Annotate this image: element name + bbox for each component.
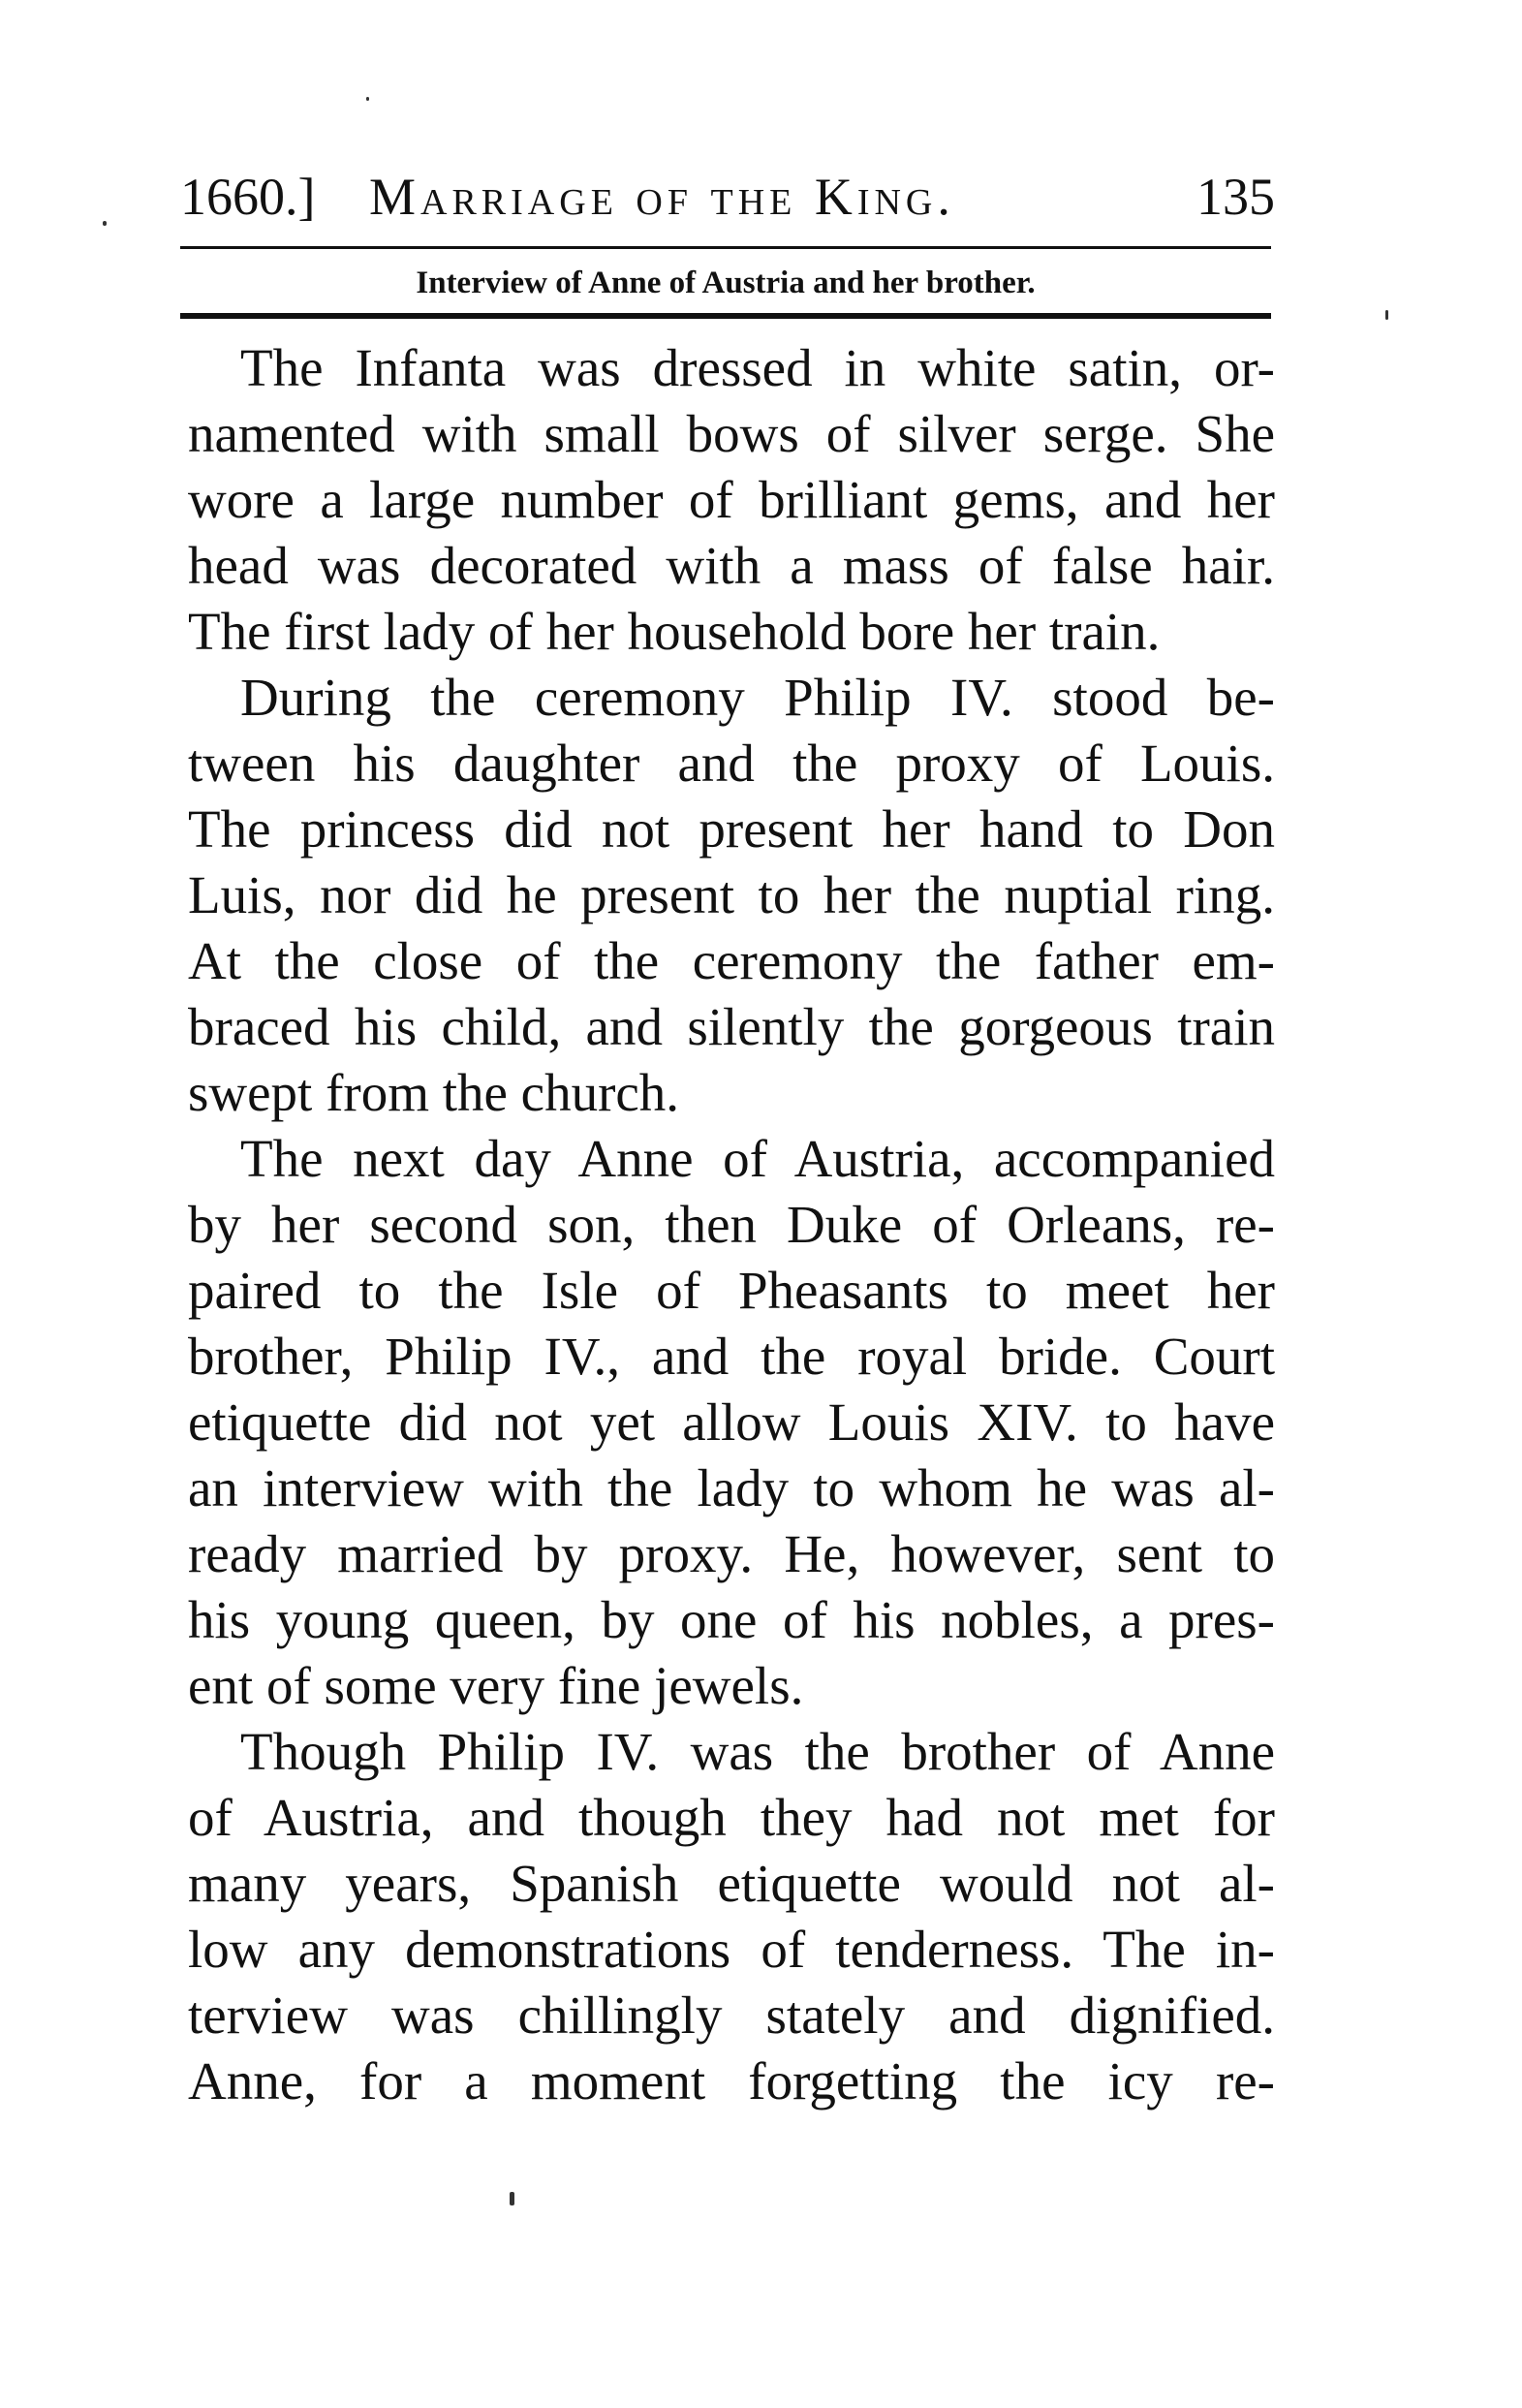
text-line: brother, Philip IV., and the royal bride. Court bbox=[188, 1327, 1275, 1386]
paper-speck bbox=[366, 97, 369, 101]
text-line: Anne, for a moment forgetting the icy re- bbox=[188, 2051, 1275, 2111]
text-line: low any demonstrations of tenderness. The in- bbox=[188, 1920, 1275, 1979]
running-head bbox=[180, 163, 1275, 231]
section-subheading: Interview of Anne of Austria and her brother. bbox=[416, 266, 1036, 300]
body-text bbox=[188, 335, 1275, 2114]
paper-speck bbox=[510, 2192, 514, 2205]
text-line: by her second son, then Duke of Orleans, re- bbox=[188, 1195, 1275, 1254]
text-line: The next day Anne of Austria, accompanied bbox=[240, 1129, 1275, 1188]
text-line: ready married by proxy. He, however, sent to bbox=[188, 1524, 1275, 1583]
paper-speck bbox=[103, 221, 107, 226]
text-line: ent of some very fine jewels. bbox=[188, 1656, 804, 1715]
text-line: tween his daughter and the proxy of Louis. bbox=[188, 734, 1275, 793]
header-year: 1660.] bbox=[180, 168, 316, 226]
text-line: During the ceremony Philip IV. stood be- bbox=[240, 668, 1275, 727]
text-line: of Austria, and though they had not met for bbox=[188, 1788, 1275, 1847]
text-line: At the close of the ceremony the father em- bbox=[188, 931, 1275, 990]
page-number: 135 bbox=[1196, 168, 1275, 226]
header-rule-bottom bbox=[180, 313, 1271, 319]
text-line: Luis, nor did he present to her the nuptial ring. bbox=[188, 865, 1275, 924]
text-line: The first lady of her household bore her train. bbox=[188, 602, 1161, 661]
text-line: head was decorated with a mass of false hair. bbox=[188, 536, 1275, 595]
text-line: paired to the Isle of Pheasants to meet her bbox=[188, 1261, 1275, 1320]
text-line: his young queen, by one of his nobles, a pres- bbox=[188, 1590, 1275, 1649]
header-rule-top bbox=[180, 246, 1271, 249]
text-line: The princess did not present her hand to Don bbox=[188, 799, 1275, 859]
text-line: namented with small bows of silver serge. She bbox=[188, 404, 1275, 463]
text-line: wore a large number of brilliant gems, and her bbox=[188, 470, 1275, 529]
text-line: swept from the church. bbox=[188, 1063, 680, 1122]
text-line: many years, Spanish etiquette would not al- bbox=[188, 1854, 1275, 1913]
header-title: Marriage of the King. bbox=[369, 168, 955, 226]
text-line: The Infanta was dressed in white satin, or- bbox=[240, 338, 1275, 397]
text-line: terview was chillingly stately and dignified. bbox=[188, 1986, 1275, 2045]
paper-speck bbox=[1385, 310, 1388, 320]
text-line: braced his child, and silently the gorgeous train bbox=[188, 997, 1275, 1056]
text-line: Though Philip IV. was the brother of Anne bbox=[240, 1722, 1275, 1781]
text-line: an interview with the lady to whom he was al- bbox=[188, 1458, 1275, 1517]
text-line: etiquette did not yet allow Louis XIV. to have bbox=[188, 1392, 1275, 1452]
